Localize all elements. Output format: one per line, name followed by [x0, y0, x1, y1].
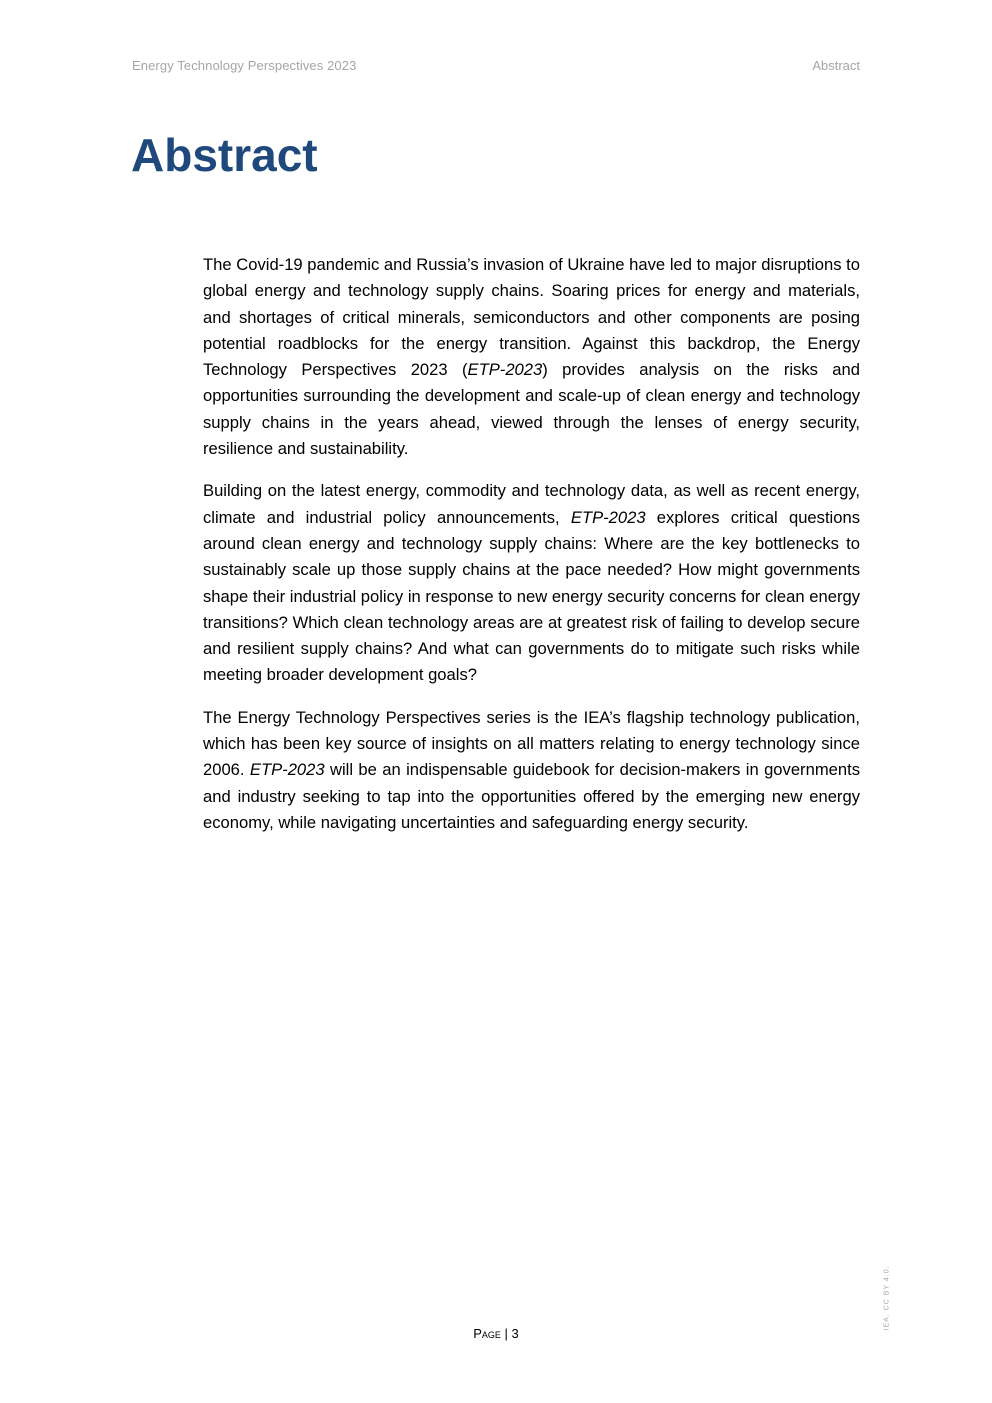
- paragraph-1-report-acronym: ETP-2023: [467, 360, 543, 380]
- paragraph-2: [203, 478, 860, 688]
- paragraph-3: [203, 705, 860, 836]
- paragraph-2-report-acronym: ETP-2023: [570, 507, 646, 527]
- page-label: Page: [473, 1326, 501, 1341]
- paragraph-3-text-b: will be an indispensable guidebook for decision-makers in governments and industry seeking to tap into the opportunities offered by the emerging new energy economy, while navigating uncertainties and safeguarding energy security.: [203, 760, 861, 832]
- copyright-notice: IEA. CC BY 4.0.: [883, 1265, 891, 1331]
- abstract-body: [203, 252, 860, 852]
- page-title: Abstract: [131, 129, 318, 181]
- paragraph-1-text-a: The Covid-19 pandemic and Russia’s invasion of Ukraine have led to major disruptions to global energy and technology supply chains. Soaring prices for energy and materials, and shortages of critical minerals, semiconductors and other components are posing potential roadblocks for the energy transition. Against this backdrop, the Energy Technology Perspectives 2023 (: [203, 255, 860, 380]
- page-footer: [0, 1326, 992, 1341]
- page-number: 3: [511, 1326, 519, 1341]
- paragraph-2-text-a: Building on the latest energy, commodity and technology data, as well as recent energy, climate and industrial policy announcements,: [203, 481, 860, 527]
- paragraph-3-report-acronym: ETP-2023: [249, 760, 325, 780]
- paragraph-3-text-a: The Energy Technology Perspectives series is the IEA’s flagship technology publication, which has been key source of insights on all matters relating to energy technology since 2006.: [203, 707, 860, 780]
- page-separator: |: [500, 1326, 512, 1341]
- paragraph-2-text-b: explores critical questions around clean energy and technology supply chains: Where are the key bottlenecks to sustainably scale up those supply chains at the pace needed? How might governments shape their industrial policy in response to new energy security concerns for clean energy transitions? Which clean technology areas are at greatest risk of failing to develop secure and resilient supply chains? And what can governments do to mitigate such risks while meeting broader development goals?: [203, 507, 860, 685]
- paragraph-1: [203, 252, 860, 462]
- running-header-section: Abstract: [812, 58, 860, 73]
- paragraph-1-text-b: ) provides analysis on the risks and opportunities surrounding the development and scale-up of clean energy and technology supply chains in the years ahead, viewed through the lenses of energy security, resilience and sustainability.: [203, 360, 860, 459]
- running-header-title: Energy Technology Perspectives 2023: [132, 58, 357, 73]
